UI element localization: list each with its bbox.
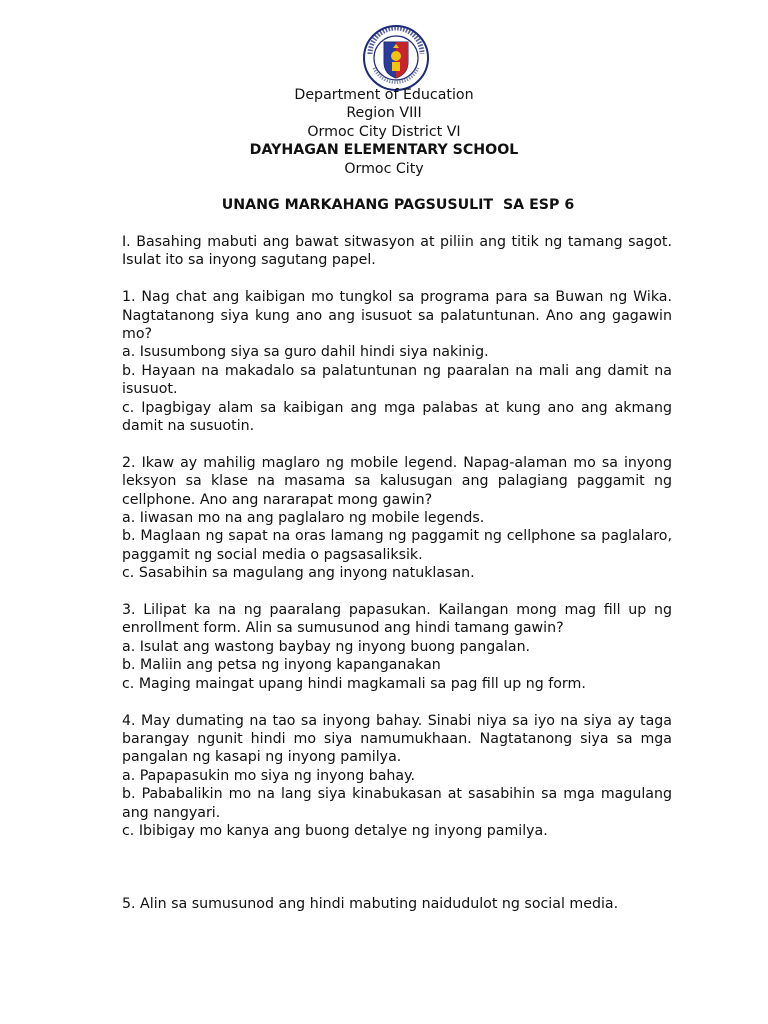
department-name: Department of Education: [294, 87, 474, 103]
document-header: [0, 86, 768, 178]
choice-c: c. Sasabihin sa magulang ang inyong natuklasan.: [122, 565, 475, 582]
deped-seal-logo: [362, 24, 430, 92]
choice-a: a. Papapasukin mo siya ng inyong bahay.: [122, 767, 416, 784]
question-stem: 2. Ikaw ay mahilig maglaro ng mobile legend. Napag-alaman mo sa inyong leksyon sa klase na masama sa kalusugan ang palagiang paggamit ng cellphone. Ano ang nararapat mong gawin?: [122, 454, 672, 508]
choice-b: b. Maglaan ng sapat na oras lamang ng paggamit ng cellphone sa paglalaro, paggamit ng social media o pagsasaliksik.: [122, 528, 672, 563]
choice-b: b. Pababalikin mo na lang siya kinabukasan at sasabihin sa mga magulang ang nangyari.: [122, 786, 672, 821]
city-name: Ormoc City: [344, 160, 424, 177]
choice-c: c. Maging maingat upang hindi magkamali sa pag fill up ng form.: [122, 675, 586, 692]
question-4: [122, 712, 672, 841]
choice-a: a. Isulat ang wastong baybay ng inyong buong pangalan.: [122, 638, 531, 655]
exam-content: [122, 233, 672, 914]
question-stem: 3. Lilipat ka na ng paaralang papasukan. Kailangan mong mag fill up ng enrollment form. Alin sa sumusunod ang hindi tamang gawin?: [122, 602, 672, 637]
choice-c: c. Ibibigay mo kanya ang buong detalye ng inyong pamilya.: [122, 822, 548, 839]
district-name: Ormoc City District VI: [307, 123, 461, 140]
question-3: [122, 601, 672, 693]
choice-b: b. Maliin ang petsa ng inyong kapanganakan: [122, 657, 441, 674]
question-5: [122, 895, 672, 913]
choice-c: c. Ipagbigay alam sa kaibigan ang mga palabas at kung ano ang akmang damit na susuotin.: [122, 399, 672, 435]
question-1: [122, 288, 672, 435]
instructions: I. Basahing mabuti ang bawat sitwasyon at piliin ang titik ng tamang sagot. Isulat ito sa inyong sagutang papel.: [122, 234, 672, 269]
region-name: Region VIII: [346, 105, 422, 122]
question-stem: 4. May dumating na tao sa inyong bahay. Sinabi niya sa iyo na siya ay taga barangay ngunit hindi mo siya namumukhaan. Nagtatanong siya sa mga pangalan ng kasapi ng inyong pamilya.: [122, 712, 672, 766]
school-name: DAYHAGAN ELEMENTARY SCHOOL: [249, 142, 519, 159]
question-stem: 5. Alin sa sumusunod ang hindi mabuting naidudulot ng social media.: [122, 896, 619, 913]
choice-a: a. Iiwasan mo na ang paglalaro ng mobile legends.: [122, 510, 485, 527]
choice-a: a. Isusumbong siya sa guro dahil hindi siya nakinig.: [122, 344, 489, 361]
question-2: [122, 454, 672, 583]
exam-title: UNANG MARKAHANG PAGSUSULIT SA ESP 6: [221, 197, 575, 213]
question-stem: 1. Nag chat ang kaibigan mo tungkol sa programa para sa Buwan ng Wika. Nagtatanong siya kung ano ang isusuot sa palatuntunan. Ano ang gagawin mo?: [122, 289, 672, 343]
choice-b: b. Hayaan na makadalo sa palatuntunan ng paaralan na mali ang damit na isusuot.: [122, 362, 672, 398]
